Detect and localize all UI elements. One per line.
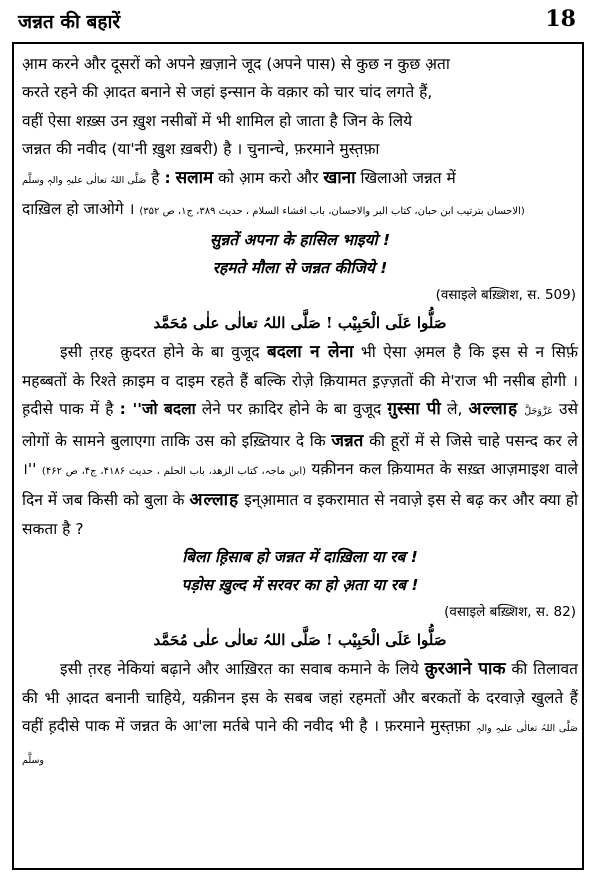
poem-2 [22,543,578,599]
poem-line: बिला ह़िसाब हो जन्नत में दाख़िला या रब ! [182,548,418,567]
emphasis-khana: खाना [323,167,356,188]
durood-line-2: صَلُّوا عَلَی الْحَبِیْب ! صَلَّی اللہُ تعالٰی علٰی مُحَمَّد [153,631,447,650]
paragraph-3: इसी त़रह नेकियां बढ़ाने और आख़िरत का सवाब कमाने के लिये क़ुरआने पाक की तिलावत की भी आ़दत बनानी चाहिये, यक़ीनन इस के सबब जहां रहमतों और बरकतों के दरवाज़े खुलते हैं वहीं ह़दीसे पाक में जन्नत के आ'ला मर्तबे पाने की नवीद भी है । फ़रमाने मुस्त़फ़ा صَلَّی اللہُ تعالٰی علیہِ والہٖ وسلَّم [22,659,578,766]
citation-2: (वसाइले बख़्शिश, स. 82) [444,604,576,621]
hadith-reference: (ابن ماجہ، کتاب الزھد، باب الحلم ، حدیث ۴۱۸۶، ج۴، ص ۴۶۲) [41,466,307,478]
text-line: करते रहने की आ़दत बनाने से जहां इन्सान के वक़ार को चार चांद लगते हैं, [22,83,433,102]
text-line: वहीं ऐसा शख़्स उन ख़ुश नसीबों में भी शामिल हो जाता है जिन के लिये [22,111,413,130]
emphasis-salam: सलाम [175,167,214,188]
poem-line: सुन्नतें अपना के हासिल भाइयो ! [209,231,391,250]
durood-line-1: صَلُّوا عَلَی الْحَبِیْب ! صَلَّی اللہُ تعالٰی علٰی مُحَمَّد [153,314,447,333]
paragraph-1 [22,50,578,226]
page-number: 18 [545,6,576,32]
allah-calligraphy: अल्लाह [468,399,519,420]
poem-line: रहमते मौला से जन्नत कीजिये ! [212,259,388,278]
emphasis-gussa: ग़ुस्सा पी [387,399,441,420]
text-line: जन्नत की नवीद (या'नी ख़ुश ख़बरी) है । चुनान्चे, फ़रमाने मुस्त़फ़ा [22,140,380,159]
emphasis-badla: बदला न लेना [267,342,354,363]
emphasis-quran: क़ुरआने पाक [424,659,506,680]
salutation-arabic: صَلَّی اللہُ تعالٰی علیہِ والہٖ وسلَّم [22,174,147,186]
text-line: صَلَّی اللہُ تعالٰی علیہِ والہٖ وسلَّم है : सलाम को आ़म करो और खाना खिलाओ जन्नत में [22,167,456,188]
paragraph-2: इसी त़रह क़ुदरत होने के बा वुजूद बदला न लेना भी ऐसा अ़मल है कि इस से न सिर्फ़ महब्बतों के रिश्ते क़ाइम व दाइम रहते हैं बल्कि रोज़े क़ियामत इ़ज़्ज़तों की मे'राज भी नसीब होगी । ह़दीसे पाक में है : ''जो बदला लेने पर क़ादिर होने के बा वुजूद ग़ुस्सा पी ले, अल्लाह عَزَّوَجَلَّ उसे लोगों के सामने बुलाएगा ताकि उस को इख़्तियार दे कि जन्नत की हूरों में से जिसे चाहे पसन्द कर ले ।'' (ابن ماجہ، کتاب الزھد، باب الحلم ، حدیث ۴۱۸۶، ج۴، ص ۴۶۲) यक़ीनन कल क़ियामत के सख़्त आज़माइश वाले दिन में जब किसी को बुला के अल्लाह इन्आ़मात व इकरामात से नवाज़े इस से बढ़ कर और क्या हो सकता है ? [22,342,578,538]
emphasis-jannat: जन्नत [331,430,364,451]
text-line: आ़म करने और दूसरों को अपने ख़ज़ाने जूद (अपने पास) से कुछ न कुछ अ़ता [22,55,450,73]
page-header [0,0,600,42]
hadith-reference: (الاحسان بترتیب ابن حبان، کتاب البر والاحسان، باب افشاء السلام ، حدیث ۳۸۹، ج۱، ص ۳۵۲) [139,206,525,218]
allah-calligraphy: अल्लाह [189,490,240,511]
page-content [22,50,578,775]
poem-line: पड़ोस ख़ुल्द में सरवर का हो अ़ता या रब ! [181,576,419,595]
text-line: दाख़िल हो जाओगे । (الاحسان بترتیب ابن حبان، کتاب البر والاحسان، باب افشاء السلام ، حدیث ۳۸۹، ج۱، ص ۳۵۲) [22,200,525,219]
book-title: जन्नत की बहारें [18,11,121,33]
poem-1 [22,226,578,282]
salutation-arabic: صَلَّی اللہُ تعالٰی علیہِ والہٖ وسلَّم [22,723,578,766]
citation-1: (वसाइले बख़्शिश, स. 509) [435,287,576,304]
